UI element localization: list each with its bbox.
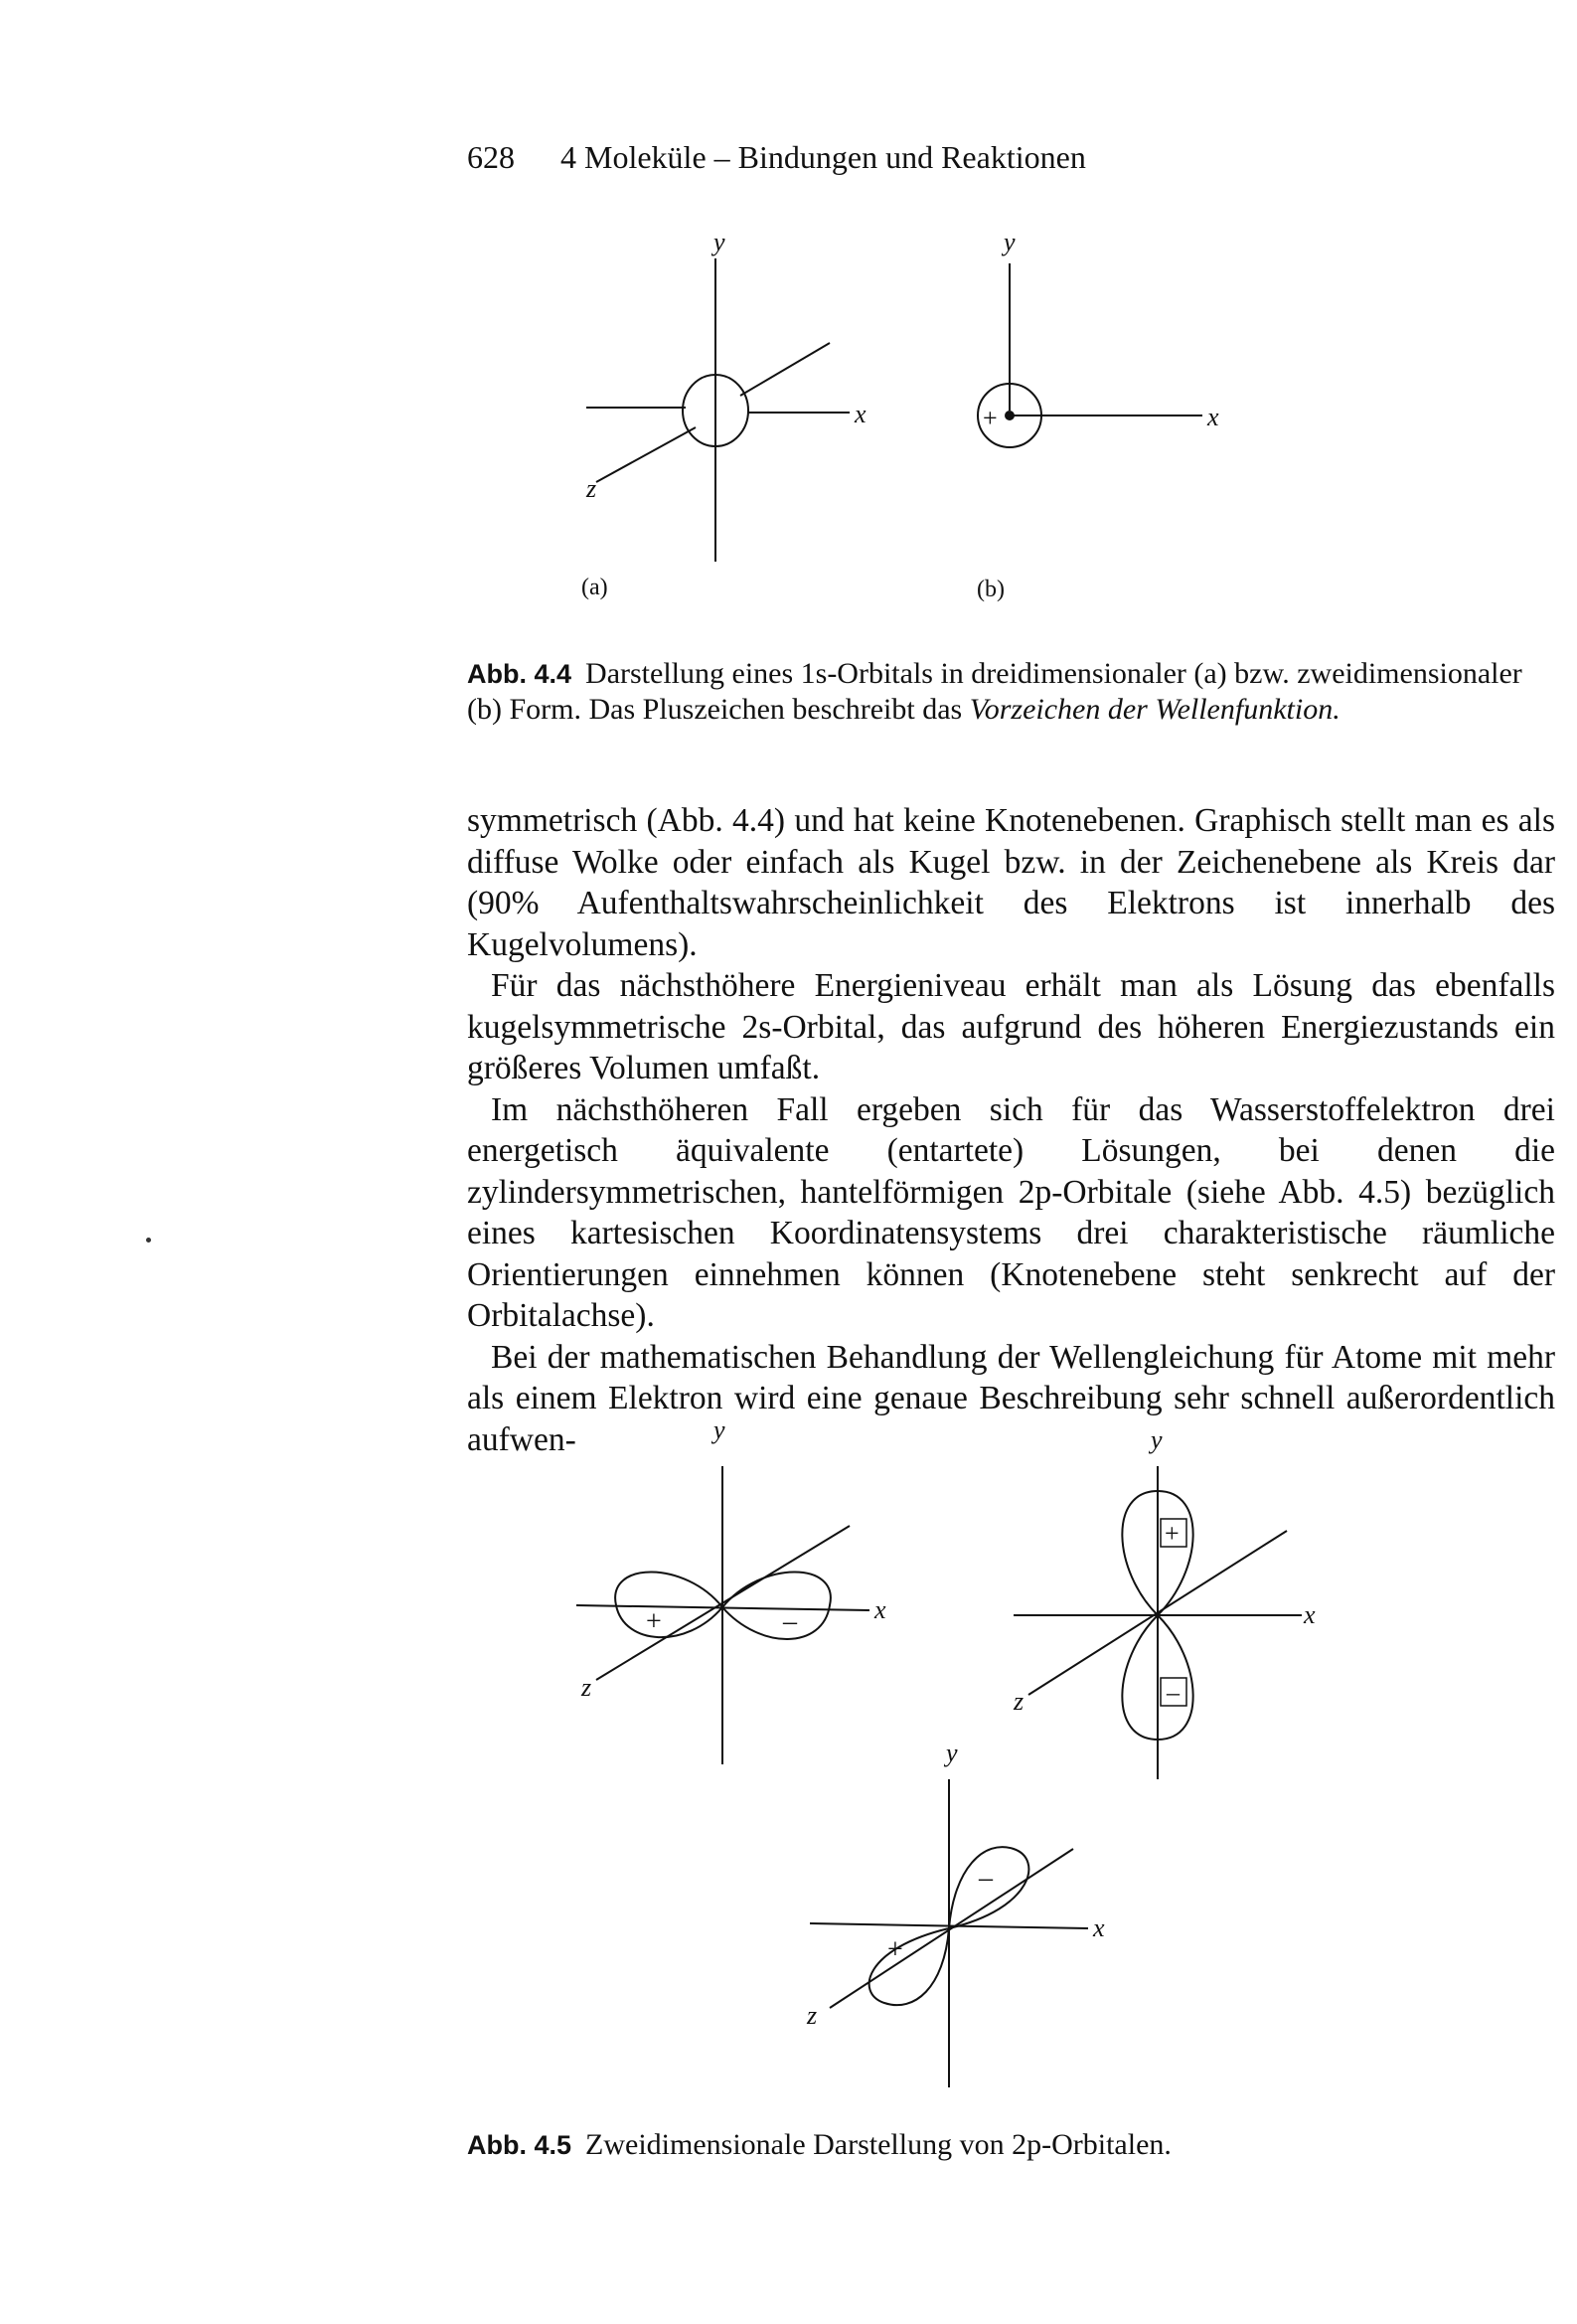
caption-text: Zweidimensionale Darstellung von 2p-Orbitalen. [585,2128,1172,2161]
orbital-2pz [806,1739,1105,2087]
panel-label-a: (a) [581,575,608,600]
plus-sign: + [887,1934,903,1965]
paragraph: Für das nächsthöhere Energieniveau erhält man als Lösung das ebenfalls kugelsymmetrische 2s-Orbital, das aufgrund des höheren Energiezustands ein größeres Volumen umfaßt. [467,967,1555,1086]
lobe-front [869,1928,949,2005]
orbital-2px [576,1415,886,1764]
x-label: x [1093,1913,1105,1942]
caption-text: Darstellung eines 1s-Orbitals in dreidimensionaler (a) bzw. zweidimensionaler (b) Form. Das Pluszeichen beschreibt das [467,657,1522,726]
caption-italic: Vorzeichen der Wellenfunktion. [969,693,1340,726]
minus-sign: – [979,1863,993,1894]
plus-sign: + [983,404,998,432]
lobe-left [615,1572,722,1637]
paragraph: Bei der mathematischen Behandlung der Wellengleichung für Atome mit mehr als einem Elektron wird eine genaue Beschreibung sehr schnell außerordentlich aufwen- [467,1338,1555,1458]
y-label: y [713,228,725,256]
figure-4-5-caption [467,2127,1560,2163]
plus-sign: + [1165,1519,1180,1548]
y-label: y [713,1415,725,1444]
minus-sign: – [1167,1678,1180,1707]
paragraph: symmetrisch (Abb. 4.4) und hat keine Knotenebenen. Graphisch stellt man es als diffuse Wolke oder einfach als Kugel bzw. in der Zeichenebene als Kreis dar (90% Aufenthaltswahrscheinlichkeit des Elektrons ist innerhalb des Kugelvolumens). [467,802,1555,963]
caption-label: Abb. 4.5 [467,2130,572,2160]
caption-label: Abb. 4.4 [467,659,572,689]
z-label: z [1014,1687,1025,1716]
minus-sign: – [783,1606,797,1637]
z-label: z [807,2001,818,2030]
lobe-right [722,1572,831,1639]
page-number: 628 [467,139,515,175]
running-title: 4 Moleküle – Bindungen und Reaktionen [560,139,1086,175]
y-label: y [1004,228,1016,256]
x-label: x [1304,1600,1316,1629]
x-label: x [1207,403,1219,431]
orbital-2py [1013,1425,1316,1779]
x-label: x [874,1595,886,1624]
panel-label-b: (b) [977,577,1005,602]
y-label: y [1151,1425,1163,1454]
y-label: y [946,1739,958,1767]
paragraph: Im nächsthöheren Fall ergeben sich für das Wasserstoffelektron drei energetisch äquivalente (entartete) Lösungen, bei denen die zylindersymmetrischen, hantelförmigen 2p-Orbitale (siehe Abb. 4.5) bezüglich eines kartesischen Koordinatensystems drei charakteristische räumliche Orientierungen einnehmen können (Knotenebene steht senkrecht auf der Orbitalachse). [467,1090,1555,1334]
x-label: x [855,400,867,428]
plus-sign: + [646,1606,662,1637]
z-label: z [586,474,597,503]
z-label: z [581,1673,592,1702]
